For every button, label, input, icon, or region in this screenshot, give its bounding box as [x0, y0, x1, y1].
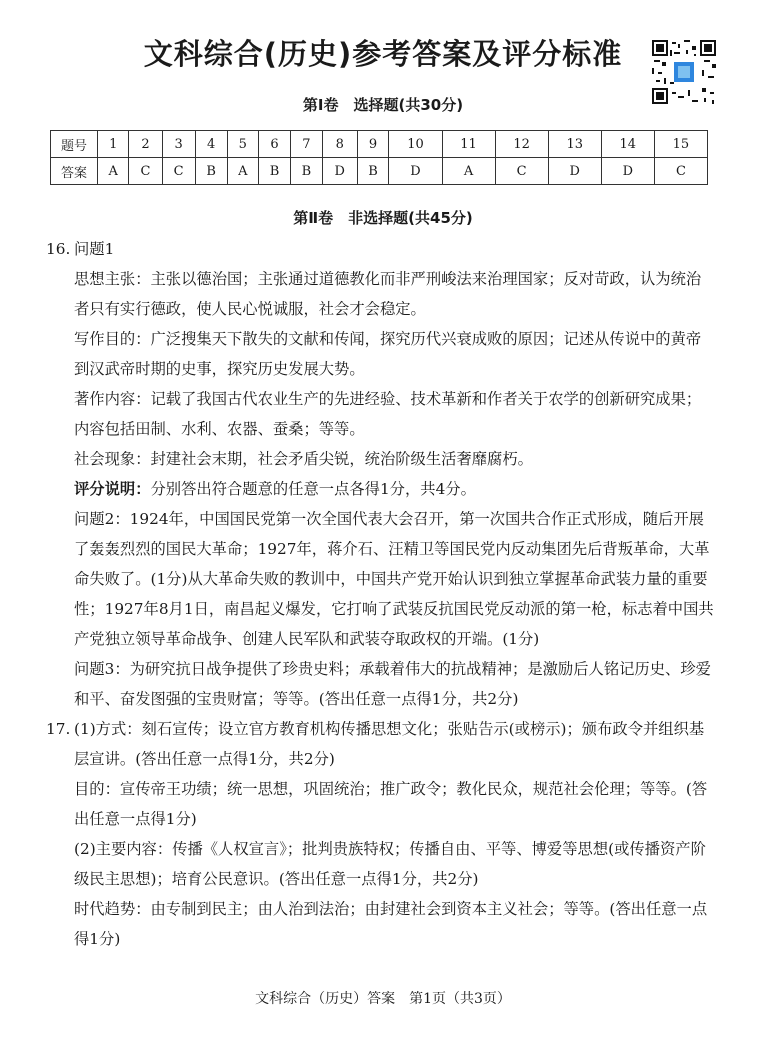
- q16-purpose: [46, 324, 714, 384]
- q16-thought: [46, 264, 714, 324]
- question-number: 8: [322, 131, 357, 158]
- answer-cell: D: [601, 158, 654, 185]
- scoring-label: 评分说明：: [74, 480, 151, 498]
- q17-purpose: 目的：宣传帝王功绩；统一思想，巩固统治；推广政令；教化民众，规范社会伦理；等等。(答出任意一点得1分): [74, 780, 708, 828]
- q17-part1: [46, 714, 714, 774]
- question-number: 12: [495, 131, 548, 158]
- question-number: 4: [195, 131, 227, 158]
- scoring-text: 分别答出符合题意的任意一点各得1分，共4分。: [150, 480, 476, 498]
- item-label: 思想主张：: [74, 270, 151, 288]
- question-number: 1: [98, 131, 129, 158]
- question-number: 15: [654, 131, 707, 158]
- answer-cell: D: [389, 158, 442, 185]
- question-number: 7: [290, 131, 322, 158]
- q16-society: [46, 444, 714, 474]
- item-text: 广泛搜集天下散失的文献和传闻，探究历代兴衰成败的原因；记述从传说中的黄帝到汉武帝时期的史事，探究历史发展大势。: [74, 330, 702, 378]
- question-number: 17.: [46, 720, 71, 738]
- q16-question2: 问题2：1924年，中国国民党第一次全国代表大会召开，第一次国共合作正式形成，随后开展了轰轰烈烈的国民大革命；1927年，蒋介石、汪精卫等国民党内反动集团先后背叛革命，大革命失败了。(1分)从大革命失败的教训中，中国共产党开始认识到独立掌握革命武装力量的重要性；1927年8月1日，南昌起义爆发，它打响了武装反抗国民党反动派的第一枪，标志着中国共产党独立领导革命战争、创建人民军队和武装夺取政权的开端。(1分): [74, 510, 714, 648]
- answer-cell: B: [195, 158, 227, 185]
- question-number: 16.: [46, 240, 71, 258]
- item-text: (1)方式：刻石宣传；设立官方教育机构传播思想文化；张贴告示(或榜示)；颁布政令并组织基层宣讲。(答出任意一点得1分，共2分): [74, 720, 705, 768]
- q16-heading: [46, 234, 714, 264]
- q17-trend: 时代趋势：由专制到民主；由人治到法治；由封建社会到资本主义社会；等等。(答出任意一点得1分): [74, 900, 708, 948]
- table-row: [51, 158, 708, 185]
- answer-body: [46, 234, 714, 954]
- part2-heading: 第Ⅱ卷 非选择题(共45分): [293, 209, 473, 227]
- question-number: 11: [442, 131, 495, 158]
- item-text: 记载了我国古代农业生产的先进经验、技术革新和作者关于农学的创新研究成果；内容包括田制、水利、农器、蚕桑；等等。: [74, 390, 702, 438]
- item-text: 封建社会末期，社会矛盾尖锐，统治阶级生活奢靡腐朽。: [150, 450, 533, 468]
- item-label: 著作内容：: [74, 390, 151, 408]
- table-row-label: 题号: [51, 131, 98, 158]
- question-number: 13: [548, 131, 601, 158]
- answer-cell: D: [322, 158, 357, 185]
- answer-cell: B: [290, 158, 322, 185]
- answer-cell: C: [495, 158, 548, 185]
- answer-cell: C: [129, 158, 162, 185]
- answer-cell: D: [548, 158, 601, 185]
- answer-cell: C: [654, 158, 707, 185]
- answer-cell: A: [98, 158, 129, 185]
- q16-content: [46, 384, 714, 444]
- part1-heading: 第Ⅰ卷 选择题(共30分): [302, 96, 464, 114]
- question-number: 14: [601, 131, 654, 158]
- answer-cell: A: [227, 158, 258, 185]
- question-number: 10: [389, 131, 442, 158]
- question-number: 5: [227, 131, 258, 158]
- q16-question3: 问题3：为研究抗日战争提供了珍贵史料；承载着伟大的抗战精神；是激励后人铭记历史、珍爱和平、奋发图强的宝贵财富；等等。(答出任意一点得1分，共2分): [74, 660, 711, 708]
- answer-cell: B: [357, 158, 389, 185]
- answer-cell: A: [442, 158, 495, 185]
- answer-table: [50, 130, 708, 185]
- question-number: 3: [162, 131, 195, 158]
- table-row: [51, 131, 708, 158]
- question-number: 9: [357, 131, 389, 158]
- q16-scoring: [46, 474, 714, 504]
- item-label: 写作目的：: [74, 330, 151, 348]
- page-footer: 文科综合（历史）答案 第1页（共3页）: [255, 991, 511, 1007]
- answer-cell: B: [259, 158, 291, 185]
- question-number: 2: [129, 131, 162, 158]
- q17-part2: (2)主要内容：传播《人权宣言》；批判贵族特权；传播自由、平等、博爱等思想(或传播资产阶级民主思想)；培育公民意识。(答出任意一点得1分，共2分): [74, 840, 706, 888]
- answer-cell: C: [162, 158, 195, 185]
- question-title: 问题1: [74, 240, 115, 258]
- table-row-label: 答案: [51, 158, 98, 185]
- item-text: 主张以德治国；主张通过道德教化而非严刑峻法来治理国家；反对苛政，认为统治者只有实行德政，使人民心悦诚服，社会才会稳定。: [74, 270, 702, 318]
- question-number: 6: [259, 131, 291, 158]
- item-label: 社会现象：: [74, 450, 151, 468]
- page-title: 文科综合(历史)参考答案及评分标准: [143, 37, 623, 71]
